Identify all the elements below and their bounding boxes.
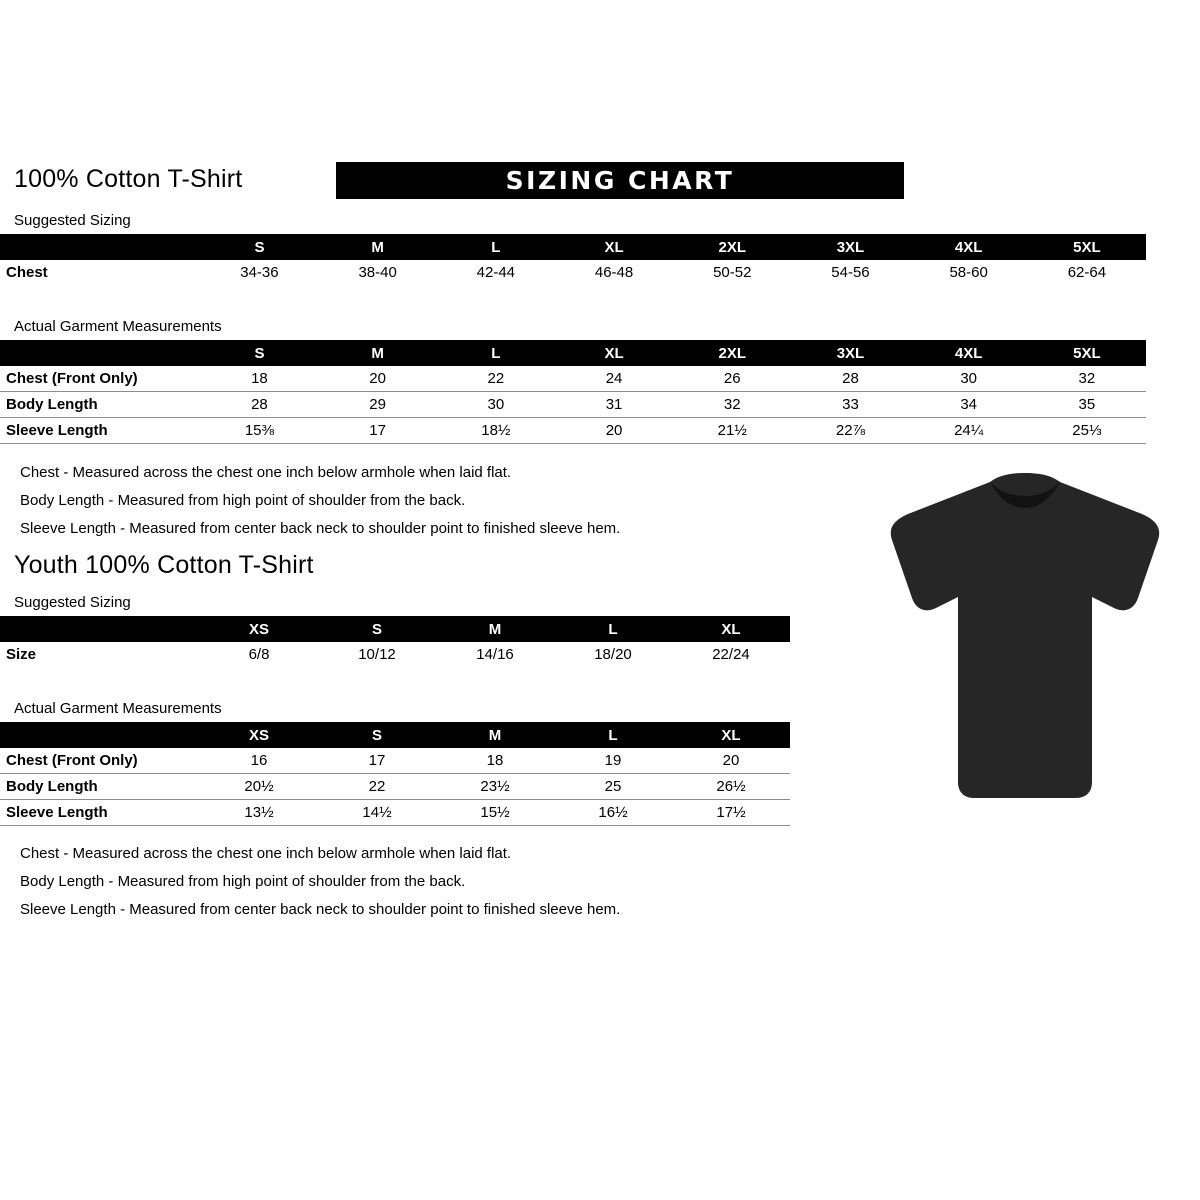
col-header: 5XL bbox=[1028, 340, 1146, 366]
table-header-row bbox=[0, 616, 790, 642]
cell: 32 bbox=[1078, 370, 1096, 387]
col-header: M bbox=[436, 616, 554, 642]
row-label: Size bbox=[6, 646, 37, 663]
youth-actual-table bbox=[0, 722, 790, 826]
cell: 24¼ bbox=[954, 422, 984, 439]
sizing-chart-banner bbox=[336, 162, 904, 199]
adult-section-title: 100% Cotton T-Shirt bbox=[14, 165, 243, 193]
col-header: L bbox=[554, 616, 672, 642]
adult-note-sleeve-length: Sleeve Length - Measured from center back neck to shoulder point to finished sleeve hem. bbox=[20, 520, 621, 537]
cell: 6/8 bbox=[248, 646, 270, 663]
cell: 20½ bbox=[244, 778, 274, 795]
table-header-row bbox=[0, 234, 1146, 260]
cell: 19 bbox=[604, 752, 622, 769]
cell: 14/16 bbox=[476, 646, 514, 663]
table-row bbox=[0, 260, 1146, 285]
youth-note-body-length: Body Length - Measured from high point of shoulder from the back. bbox=[20, 873, 466, 890]
col-header: XL bbox=[555, 234, 673, 260]
adult-note-chest: Chest - Measured across the chest one inch below armhole when laid flat. bbox=[20, 464, 512, 481]
cell: 34-36 bbox=[240, 264, 279, 281]
cell: 15⅜ bbox=[244, 422, 275, 439]
col-header: 2XL bbox=[673, 340, 791, 366]
cell: 18½ bbox=[481, 422, 511, 439]
adult-note-body-length: Body Length - Measured from high point of shoulder from the back. bbox=[20, 492, 466, 509]
cell: 28 bbox=[842, 370, 859, 387]
col-header: XL bbox=[672, 616, 790, 642]
cell: 22/24 bbox=[712, 646, 750, 663]
cell: 29 bbox=[369, 396, 386, 413]
col-header: L bbox=[554, 722, 672, 748]
table-row bbox=[0, 774, 790, 800]
cell: 13½ bbox=[244, 804, 274, 821]
youth-actual-label: Actual Garment Measurements bbox=[14, 700, 222, 717]
cell: 24 bbox=[605, 370, 623, 387]
youth-note-chest: Chest - Measured across the chest one inch below armhole when laid flat. bbox=[20, 845, 512, 862]
table-row bbox=[0, 800, 790, 826]
cell: 32 bbox=[723, 396, 741, 413]
table-row bbox=[0, 392, 1146, 418]
cell: 25⅓ bbox=[1072, 422, 1102, 439]
col-header: XS bbox=[200, 616, 318, 642]
col-header-blank bbox=[0, 722, 200, 748]
col-header: XL bbox=[555, 340, 673, 366]
col-header: L bbox=[437, 340, 555, 366]
col-header: S bbox=[318, 616, 436, 642]
cell: 17½ bbox=[716, 804, 746, 821]
cell: 33 bbox=[842, 396, 859, 413]
sizing-chart-banner-text: SIZING CHART bbox=[505, 166, 735, 195]
row-label: Body Length bbox=[6, 396, 98, 413]
cell: 35 bbox=[1078, 396, 1096, 413]
col-header: S bbox=[318, 722, 436, 748]
row-label: Body Length bbox=[6, 778, 98, 795]
col-header: S bbox=[200, 234, 318, 260]
youth-section-title: Youth 100% Cotton T-Shirt bbox=[14, 551, 314, 579]
tshirt-illustration bbox=[880, 470, 1170, 810]
col-header: L bbox=[437, 234, 555, 260]
cell: 17 bbox=[368, 752, 386, 769]
cell: 28 bbox=[251, 396, 268, 413]
cell: 58-60 bbox=[949, 264, 988, 281]
cell: 22⅞ bbox=[835, 422, 866, 439]
adult-suggested-table bbox=[0, 234, 1146, 285]
cell: 23½ bbox=[480, 778, 510, 795]
cell: 20 bbox=[369, 370, 386, 387]
col-header: XL bbox=[672, 722, 790, 748]
table-row bbox=[0, 642, 790, 667]
col-header: 3XL bbox=[791, 234, 909, 260]
table-row bbox=[0, 748, 790, 774]
cell: 54-56 bbox=[831, 264, 870, 281]
cell: 22 bbox=[368, 778, 386, 795]
col-header-blank bbox=[0, 340, 200, 366]
youth-suggested-table bbox=[0, 616, 790, 667]
col-header: 4XL bbox=[910, 340, 1028, 366]
row-label: Sleeve Length bbox=[6, 804, 108, 821]
col-header: M bbox=[436, 722, 554, 748]
cell: 18/20 bbox=[594, 646, 632, 663]
cell: 20 bbox=[722, 752, 740, 769]
cell: 21½ bbox=[717, 422, 747, 439]
cell: 10/12 bbox=[358, 646, 396, 663]
cell: 15½ bbox=[480, 804, 510, 821]
cell: 34 bbox=[960, 396, 977, 413]
cell: 30 bbox=[487, 396, 505, 413]
table-header-row bbox=[0, 340, 1146, 366]
row-label: Chest (Front Only) bbox=[6, 370, 138, 387]
table-row bbox=[0, 418, 1146, 444]
cell: 18 bbox=[251, 370, 268, 387]
col-header-blank bbox=[0, 234, 200, 260]
cell: 16 bbox=[250, 752, 268, 769]
cell: 46-48 bbox=[594, 264, 634, 281]
col-header: 4XL bbox=[910, 234, 1028, 260]
youth-note-sleeve-length: Sleeve Length - Measured from center back neck to shoulder point to finished sleeve hem. bbox=[20, 901, 621, 918]
adult-actual-table bbox=[0, 340, 1146, 444]
cell: 30 bbox=[960, 370, 977, 387]
cell: 16½ bbox=[598, 804, 628, 821]
col-header-blank bbox=[0, 616, 200, 642]
col-header: 3XL bbox=[791, 340, 909, 366]
cell: 26½ bbox=[716, 778, 746, 795]
cell: 18 bbox=[486, 752, 504, 769]
table-header-row bbox=[0, 722, 790, 748]
cell: 38-40 bbox=[358, 264, 397, 281]
adult-actual-label: Actual Garment Measurements bbox=[14, 318, 222, 335]
cell: 17 bbox=[369, 422, 386, 439]
adult-suggested-label: Suggested Sizing bbox=[14, 212, 131, 229]
cell: 62-64 bbox=[1067, 264, 1107, 281]
col-header: 5XL bbox=[1028, 234, 1146, 260]
row-label: Sleeve Length bbox=[6, 422, 108, 439]
col-header: XS bbox=[200, 722, 318, 748]
col-header: M bbox=[319, 340, 437, 366]
table-row bbox=[0, 366, 1146, 392]
cell: 42-44 bbox=[476, 264, 516, 281]
row-label: Chest (Front Only) bbox=[6, 752, 138, 769]
col-header: S bbox=[200, 340, 318, 366]
cell: 50-52 bbox=[713, 264, 752, 281]
cell: 25 bbox=[604, 778, 622, 795]
cell: 14½ bbox=[362, 804, 392, 821]
cell: 26 bbox=[723, 370, 741, 387]
tshirt-icon bbox=[880, 470, 1170, 810]
col-header: 2XL bbox=[673, 234, 791, 260]
col-header: M bbox=[319, 234, 437, 260]
youth-suggested-label: Suggested Sizing bbox=[14, 594, 131, 611]
row-label: Chest bbox=[6, 264, 48, 281]
cell: 22 bbox=[487, 370, 505, 387]
cell: 20 bbox=[605, 422, 623, 439]
cell: 31 bbox=[605, 396, 623, 413]
